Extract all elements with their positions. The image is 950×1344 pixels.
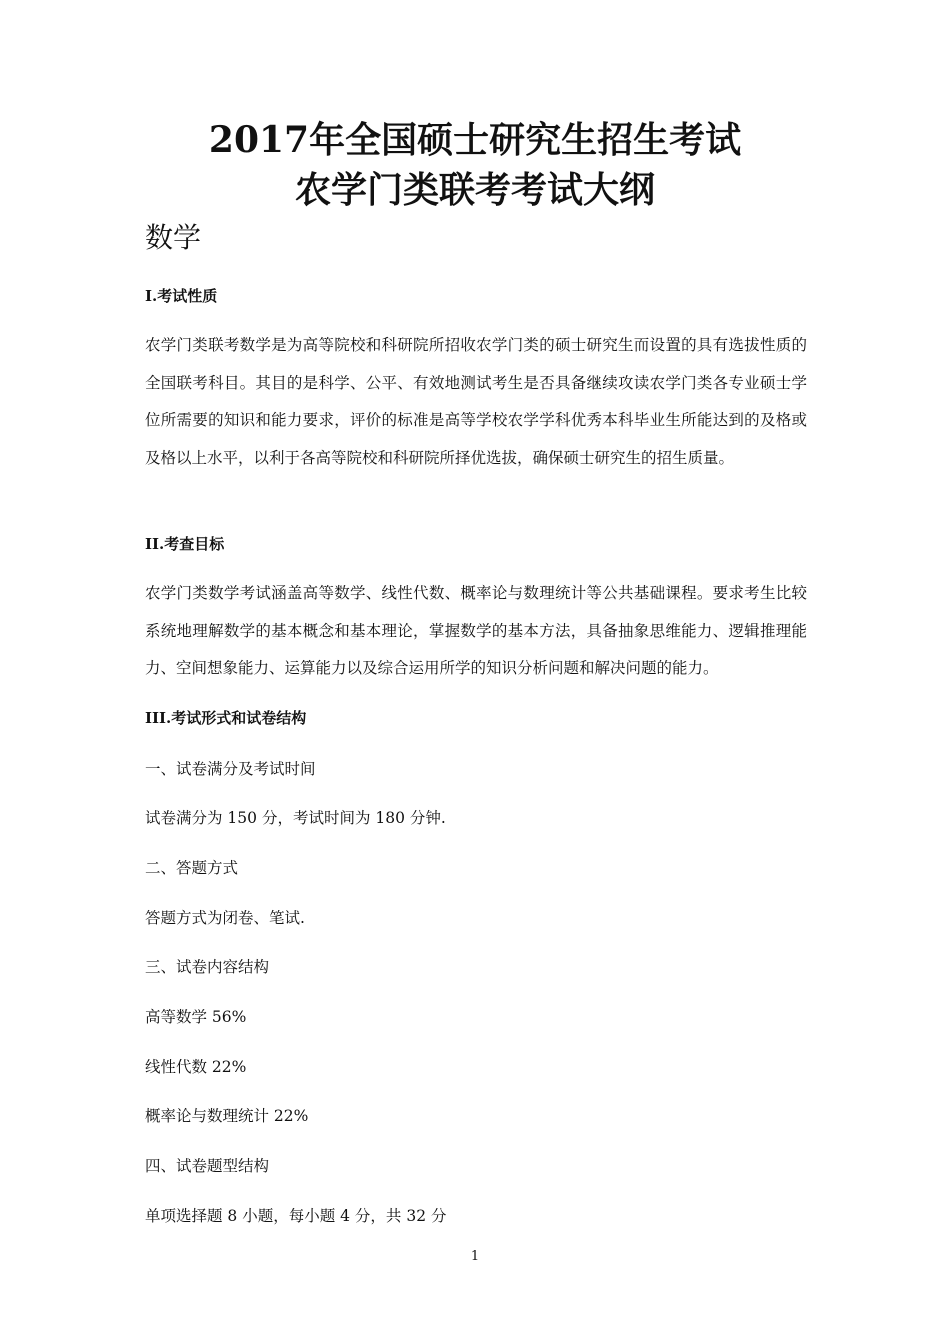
page-number: 1 xyxy=(470,1249,480,1264)
list-item: 三、试卷内容结构 xyxy=(145,958,270,976)
paragraph-goals: 农学门类数学考试涵盖高等数学、线性代数、概率论与数理统计等公共基础课程。要求考生比较系统地理解数学的基本概念和基本理论，掌握数学的基本方法，具备抽象思维能力、逻辑推理能力、空间想象能力、运算能力以及综合运用所学的知识分析问题和解决问题的能力。 xyxy=(145,584,807,677)
document-title-line-1: 2017年全国硕士研究生招生考试 xyxy=(208,119,742,161)
list-item: 高等数学 56% xyxy=(145,1008,247,1026)
subject-heading: 数学 xyxy=(145,221,202,254)
section-heading-structure: III.考试形式和试卷结构 xyxy=(145,709,307,727)
list-item: 试卷满分为 150 分，考试时间为 180 分钟. xyxy=(145,809,446,827)
list-item: 一、试卷满分及考试时间 xyxy=(145,760,316,778)
list-item: 单项选择题 8 小题，每小题 4 分，共 32 分 xyxy=(145,1207,447,1225)
list-item: 概率论与数理统计 22% xyxy=(145,1107,309,1125)
list-item: 二、答题方式 xyxy=(145,859,239,877)
list-item: 线性代数 22% xyxy=(145,1058,247,1076)
paragraph-nature: 农学门类联考数学是为高等院校和科研院所招收农学门类的硕士研究生而设置的具有选拔性质的全国联考科目。其目的是科学、公平、有效地测试考生是否具备继续攻读农学门类各专业硕士学位所需要的知识和能力要求，评价的标准是高等学校农学学科优秀本科毕业生所能达到的及格或及格以上水平，以利于各高等院校和科研院所择优选拔，确保硕士研究生的招生质量。 xyxy=(145,336,807,467)
document-title-line-2: 农学门类联考考试大纲 xyxy=(294,169,655,211)
list-item: 四、试卷题型结构 xyxy=(145,1157,270,1175)
list-item: 答题方式为闭卷、笔试. xyxy=(145,909,305,927)
section-heading-goals: II.考查目标 xyxy=(145,535,225,553)
section-heading-nature: I.考试性质 xyxy=(145,287,218,305)
